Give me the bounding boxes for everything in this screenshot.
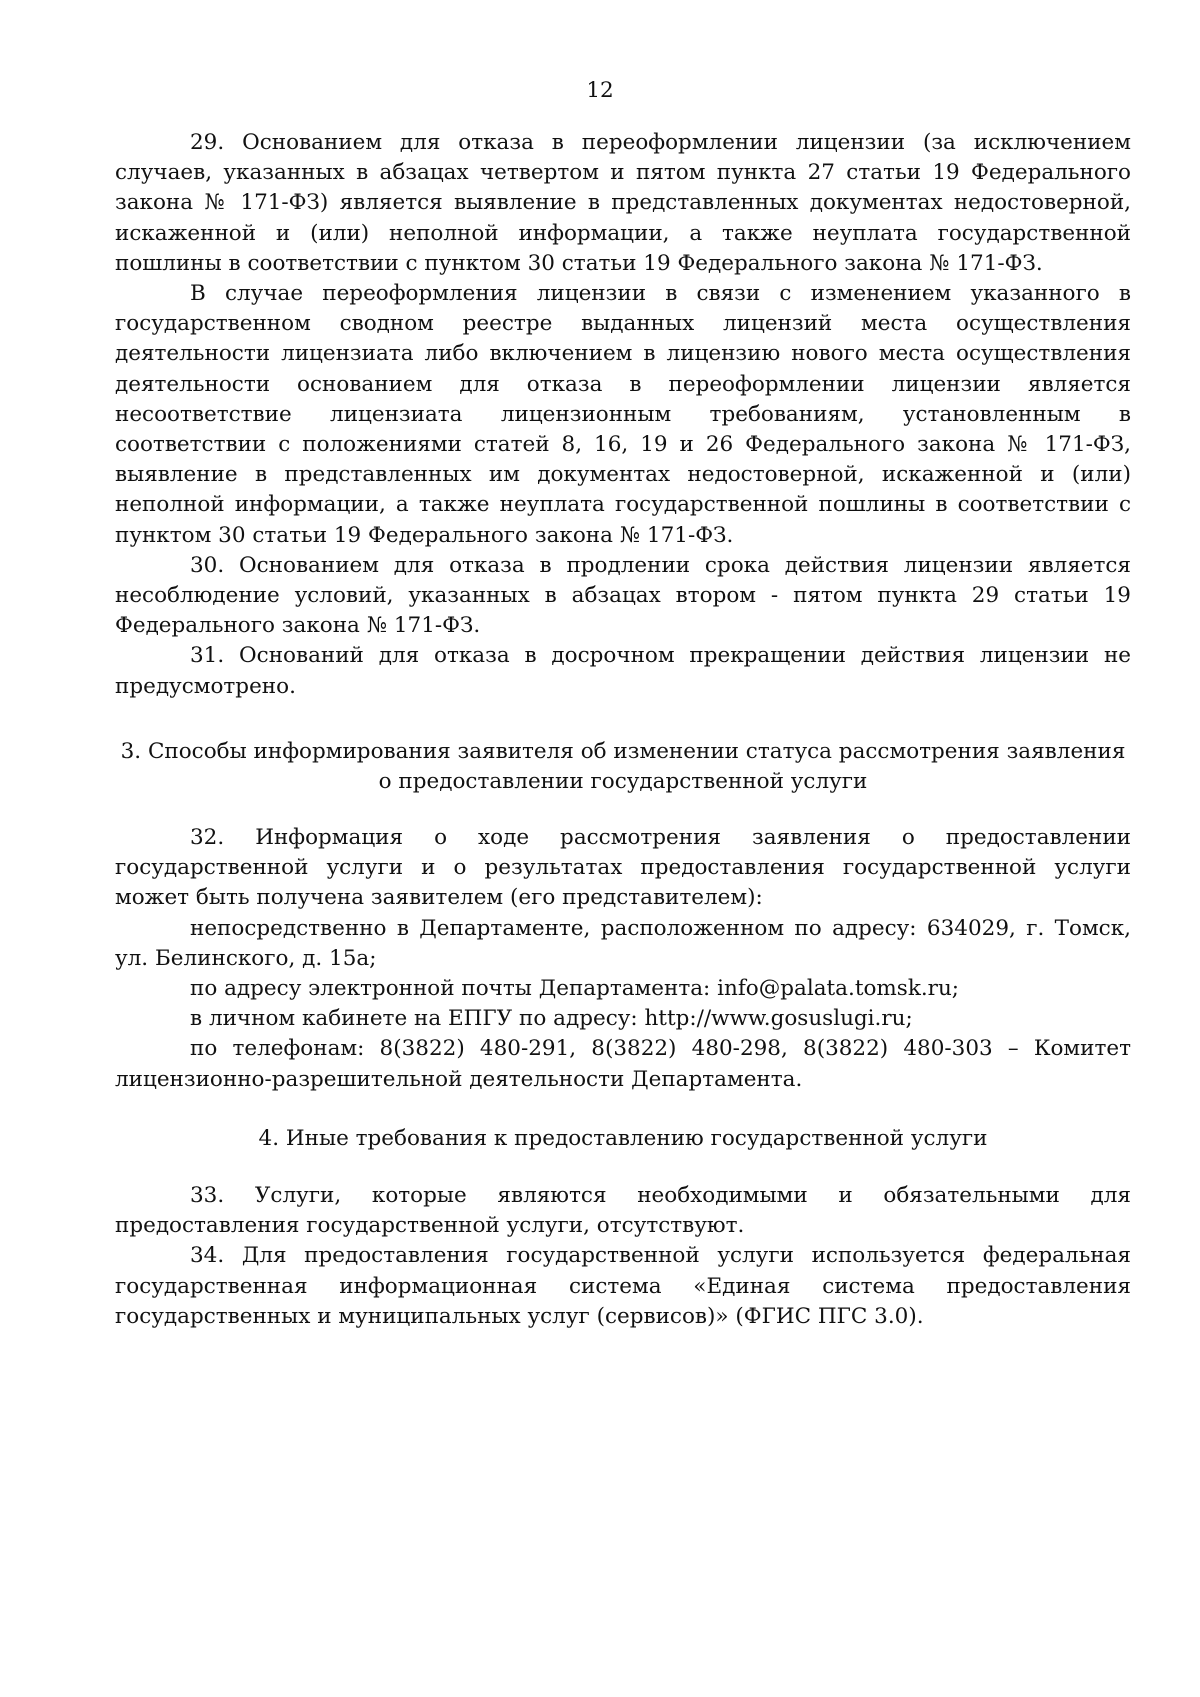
section-3-body [115,823,1131,1095]
paragraph-29: 29. Основанием для отказа в переоформлении лицензии (за исключением случаев, указанных в абзацах четвертом и пятом пункта 27 статьи 19 Федерального закона № 171-ФЗ) является выявление в представленных документах недостоверной, искаженной и (или) неполной информации, а также неуплата государственной пошлины в соответствии с пунктом 30 статьи 19 Федерального закона № 171-ФЗ. [115,130,1131,276]
paragraph-29-relocation: В случае переоформления лицензии в связи с изменением указанного в государственном сводном реестре выданных лицензий места осуществления деятельности лицензиата либо включением в лицензию нового места осуществления деятельности основанием для отказа в переоформлении лицензии является несоответствие лицензиата лицензионным требованиям, установленным в соответствии с положениями статей 8, 16, 19 и 26 Федерального закона № 171-ФЗ, выявление в представленных им документах недостоверной, искаженной и (или) неполной информации, а также неуплата государственной пошлины в соответствии с пунктом 30 статьи 19 Федерального закона № 171-ФЗ. [115,281,1131,548]
info-channel-phone: по телефонам: 8(3822) 480-291, 8(3822) 480-298, 8(3822) 480-303 – Комитет лицензионно-разрешительной деятельности Департамента. [115,1036,1131,1092]
info-channel-email: по адресу электронной почты Департамента: info@palata.tomsk.ru; [190,976,960,1002]
info-channel-in-person: непосредственно в Департаменте, расположенном по адресу: 634029, г. Томск, ул. Белинского, д. 15а; [115,915,1131,971]
paragraph-31: 31. Оснований для отказа в досрочном прекращении действия лицензии не предусмотрено. [115,643,1131,699]
paragraph-30: 30. Основанием для отказа в продлении срока действия лицензии является несоблюдение условий, указанных в абзацах втором - пятом пункта 29 статьи 19 Федерального закона № 171-ФЗ. [115,552,1131,639]
section-3-heading-line-2: о предоставлении государственной услуги [378,769,868,795]
page-number: 12 [586,78,614,103]
section-4-heading-text: 4. Иные требования к предоставлению государственной услуги [258,1126,988,1151]
section-3-heading-line-1: 3. Способы информирования заявителя об изменении статуса рассмотрения заявления [120,739,1126,764]
section-4-heading [115,1124,1131,1154]
refusal-grounds-block [115,128,1131,702]
section-3-heading [115,737,1131,797]
paragraph-34: 34. Для предоставления государственной услуги используется федеральная государственная информационная система «Единая система предоставления государственных и муниципальных услуг (сервисов)» (ФГИС ПГС 3.0). [115,1243,1131,1329]
paragraph-32: 32. Информация о ходе рассмотрения заявления о предоставлении государственной услуги и о результатах предоставления государственной услуги может быть получена заявителем (его представителем): [115,825,1131,911]
info-channel-epgu: в личном кабинете на ЕПГУ по адресу: http://www.gosuslugi.ru; [190,1006,913,1032]
paragraph-33: 33. Услуги, которые являются необходимыми и обязательными для предоставления государственной услуги, отсутствуют. [115,1183,1131,1239]
section-4-body [115,1181,1131,1332]
